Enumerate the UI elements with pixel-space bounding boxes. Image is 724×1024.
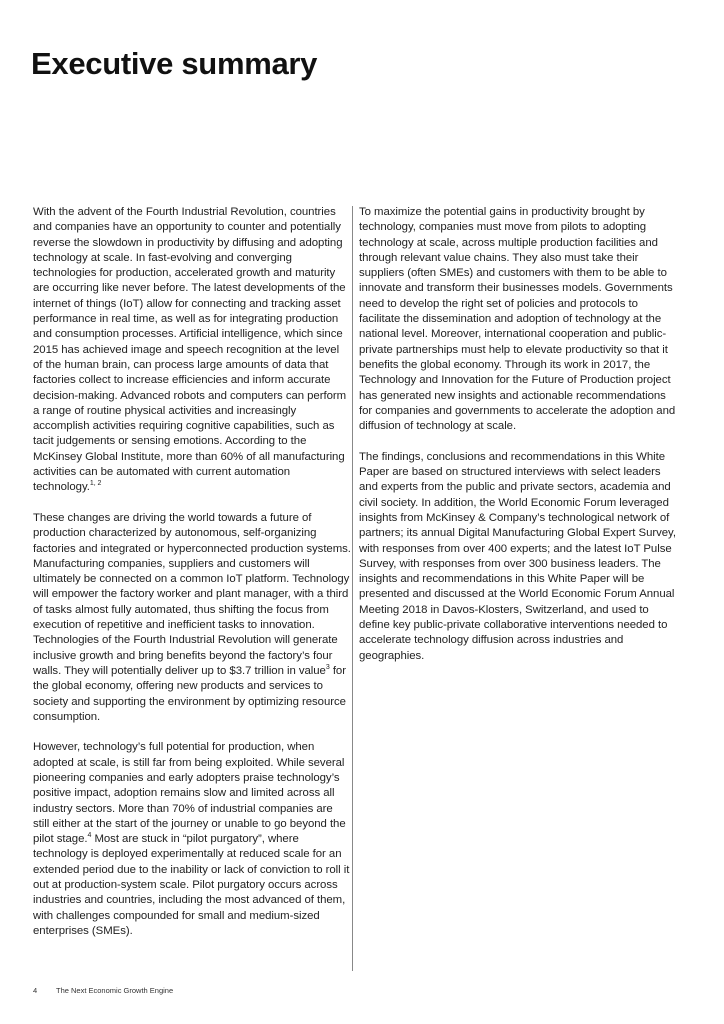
footnote-ref-1-2: 1, 2 — [89, 480, 102, 488]
left-paragraph-3-text-a: However, technology’s full potential for production, when adopted at scale, is still far from being exploited. While several pioneering companies and early adopters praise technology’s positive impact, adoption remains slow and limited across all industry sectors. More than 70% of industrial companies are still either at the start of the journey or unable to go beyond the pilot stage. — [33, 741, 346, 846]
left-paragraph-3-text-b: Most are stuck in “pilot purgatory”, where technology is deployed experimentally at reduced scale for an extended period due to the inability or lack of conviction to roll it out at production-system scale. Pilot purgatory occurs across industries and countries, including the most advanced of them, with challenges compounded for small and medium-sized enterprises (SMEs). — [33, 833, 350, 937]
left-paragraph-1-text: With the advent of the Fourth Industrial Revolution, countries and companies have an opportunity to counter and potentially reverse the slowdown in productivity by diffusing and adopting technology at scale. In fast-evolving and converging technologies for production, accelerated growth and maturity are occurring like never before. The latest developments of the internet of things (IoT) allow for connecting and tracking asset performance in real time, as well as for integrating production and consumption processes. Artificial intelligence, which since 2015 has achieved image and speech recognition at the level of the human brain, can process large amounts of data that factories collect to increase efficiencies and inform accurate decision-making. Advanced robots and computers can perform a range of routine physical activities and increasingly accomplish activities requiring cognitive capabilities, such as tacit judgements or sensing emotions. According to the McKinsey Global Institute, more than 60% of all manufacturing activities can be automated with current automation technology. — [33, 206, 347, 494]
right-paragraph-1: To maximize the potential gains in productivity brought by technology, companies must move from pilots to adopting technology at scale, across multiple production facilities and through relevant value chains. They also must take their suppliers (often SMEs) and customers with them to be able to innovate and transform their businesses models. Governments need to develop the right set of policies and protocols to facilitate the dissemination and adoption of technology at the national level. Moreover, international cooperation and public-private partnerships must help to elevate productivity so that it benefits the global economy. Through its work in 2017, the Technology and Innovation for the Future of Production project has generated new insights and actionable recommendations for companies and governments to accelerate the adoption and diffusion of technology at scale. — [359, 206, 676, 433]
left-paragraph-2-text-a: These changes are driving the world towards a future of production characterized by autonomous, self-organizing factories and integrated or hyperconnected production systems. Manufacturing companies, suppliers and customers will ultimately be connected on a common IoT platform. Technology will empower the factory worker and plant manager, with a third of tasks almost fully automated, thus shifting the focus from execution of repetitive and inefficient tasks to innovation. Technologies of the Fourth Industrial Revolution will generate inclusive growth and bring benefits beyond the factory’s four walls. They will potentially deliver up to $3.7 trillion in value — [33, 511, 351, 677]
left-paragraph-2 — [33, 511, 351, 725]
left-paragraph-2-text-b: for the global economy, offering new products and services to society and supporting the environment by optimizing resource consumption. — [33, 664, 346, 723]
right-column — [359, 205, 679, 679]
footnote-ref-4: 4 — [87, 832, 92, 840]
left-paragraph-3 — [33, 740, 351, 939]
left-column — [33, 205, 351, 955]
right-paragraph-2: The findings, conclusions and recommendations in this White Paper are based on structured interviews with select leaders and experts from the public and private sectors, academia and civil society. In addition, the World Economic Forum leveraged insights from McKinsey & Company’s technological network of partners; its annual Digital Manufacturing Global Expert Survey, with responses from over 400 experts; and the latest IoT Pulse Survey, with responses from over 300 business leaders. The insights and recommendations in this White Paper will be presented and discussed at the World Economic Forum Annual Meeting 2018 in Davos-Klosters, Switzerland, and used to define key public-private collaborative interventions needed to accelerate technology diffusion across industries and geographies. — [359, 450, 676, 662]
column-divider — [352, 206, 353, 971]
footnote-ref-3: 3 — [325, 664, 330, 672]
left-paragraph-1 — [33, 205, 351, 496]
page-number: 4 — [33, 986, 38, 995]
footer-title: The Next Economic Growth Engine — [56, 986, 174, 995]
page-title: Executive summary — [31, 46, 318, 81]
